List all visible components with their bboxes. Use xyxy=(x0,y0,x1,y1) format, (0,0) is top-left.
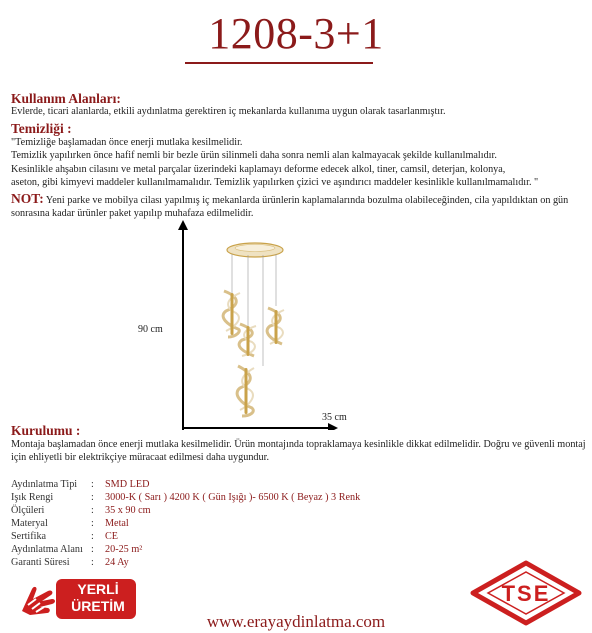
note-block xyxy=(11,192,571,221)
spec-value: CE xyxy=(105,531,119,542)
chandelier-drawing xyxy=(223,243,284,416)
cleaning-line: Kesinlikle ahşabın cilasını ve metal parçalar üzerindeki kaplamayı deforme edecek alkol, tiner, camsil, deterjan, kolonya, xyxy=(11,163,506,175)
usage-text: Evlerde, ticari alanlarda, etkili aydınlatma gerektiren iç mekanlarda kullanıma uygun olarak tasarlanmıştır. xyxy=(11,106,446,117)
website-link[interactable]: www.erayaydinlatma.com xyxy=(206,612,386,631)
spec-value: 20-25 m² xyxy=(105,544,143,555)
spec-separator: : xyxy=(91,531,94,542)
spec-label: Materyal xyxy=(11,518,48,529)
usage-heading: Kullanım Alanları: xyxy=(11,91,121,106)
cleaning-text xyxy=(11,136,586,190)
installation-heading: Kurulumu : xyxy=(11,423,81,438)
cleaning-heading: Temizliği : xyxy=(11,121,72,136)
spec-label: Ölçüleri xyxy=(11,505,45,516)
spec-value: Metal xyxy=(105,518,129,529)
tse-logo xyxy=(470,560,582,626)
spec-separator: : xyxy=(91,557,94,568)
cleaning-line: aseton, gibi kimyevi maddeler kullanılmamalıdır. Temizlik yapılırken çizici ve aşındırıcı maddeler kesinlikle kullanılmamalıdır. " xyxy=(11,177,539,189)
spec-label: Aydınlatma Tipi xyxy=(11,479,78,490)
spiral-pendant xyxy=(239,324,256,356)
note-text: Yeni parke ve mobilya cilası yapılmış iç mekanlarda ürünlerin kaplamalarında bozulma olabileceğinden, cila yapıldıktan on gün sonrasına kadar ürünler paket yapılıp muhafaza edilmelidir. xyxy=(11,195,569,220)
width-dimension-label: 35 cm xyxy=(322,412,347,423)
spec-value: 35 x 90 cm xyxy=(105,505,151,516)
spec-label: Sertifika xyxy=(11,531,47,542)
spec-label: Aydınlatma Alanı xyxy=(11,544,83,555)
height-dimension-label: 90 cm xyxy=(138,324,163,335)
installation-text: Montaja başlamadan önce enerji mutlaka kesilmelidir. Ürün montajında topraklamaya kesinlikle dikkat edilmelidir. Doğru ve güvenli montaj için ehliyetli bir elektrikçiye müracaat edilmesi daha uygundur. xyxy=(11,439,586,464)
spec-value: SMD LED xyxy=(105,479,150,490)
spec-label: Işık Rengi xyxy=(11,492,54,503)
arrow-right-icon xyxy=(328,423,338,430)
badge-line-1: YERLİ xyxy=(77,581,119,597)
product-code-title: 1208-3+1 xyxy=(208,9,384,58)
spiral-pendant xyxy=(267,308,284,344)
spec-separator: : xyxy=(91,544,94,555)
cleaning-line: Temizlik yapılırken önce hafif nemli bir bezle ürün silinmeli daha sonra nemli alan kalmayacak şekilde kullanılmalıdır. xyxy=(11,150,497,162)
note-label: NOT: xyxy=(11,191,44,206)
tse-letters: TSE xyxy=(501,581,551,606)
arrow-up-icon xyxy=(178,220,188,230)
spec-value: 24 Ay xyxy=(105,557,129,568)
spec-separator: : xyxy=(91,505,94,516)
spiral-pendant xyxy=(223,291,240,337)
spiral-pendant xyxy=(237,366,254,416)
product-illustration xyxy=(170,218,340,430)
cleaning-line: "Temizliğe başlamadan önce enerji mutlaka kesilmelidir. xyxy=(11,137,243,148)
spec-value: 3000-K ( Sarı ) 4200 K ( Gün Işığı )- 6500 K ( Beyaz ) 3 Renk xyxy=(105,492,361,503)
badge-line-2: ÜRETİM xyxy=(71,598,125,614)
spec-separator: : xyxy=(91,479,94,490)
spec-label: Garanti Süresi xyxy=(11,557,70,568)
title-underline xyxy=(185,62,373,64)
spec-separator: : xyxy=(91,518,94,529)
spec-separator: : xyxy=(91,492,94,503)
